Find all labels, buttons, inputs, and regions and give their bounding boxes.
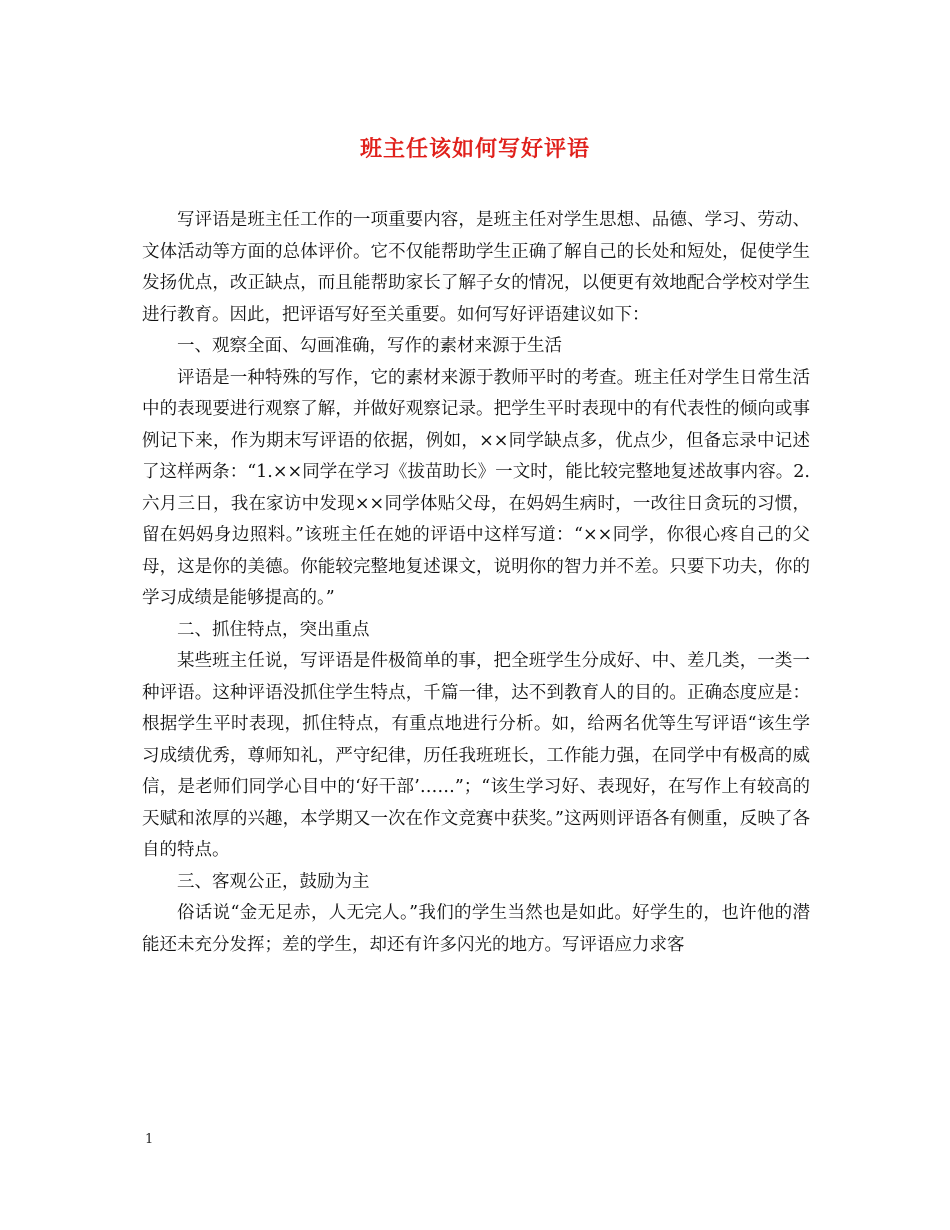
section-heading: 一、观察全面、勾画准确，写作的素材来源于生活 <box>177 336 562 356</box>
section-heading: 二、抓住特点，突出重点 <box>177 619 370 640</box>
body-paragraph: 评语是一种特殊的写作，它的素材来源于教师平时的考查。班主任对学生日常生活中的表现要进行观察了解，并做好观察记录。把学生平时表现中的有代表性的倾向或事例记下来，作为期末写评语的依据，例如，××同学缺点多，优点少，但备忘录中记述了这样两条：“1.××同学在学习《拔苗助长》一文时，能比较完整地复述故事内容。2.六月三日，我在家访中发现××同学体贴父母，在妈妈生病时，一改往日贪玩的习惯，留在妈妈身边照料。”该班主任在她的评语中这样写道：“××同学，你很心疼自己的父母，这是你的美德。你能较完整地复述课文，说明你的智力并不差。只要下功夫，你的学习成绩是能够提高的。” <box>142 367 810 608</box>
page-number: 1 <box>145 1132 154 1147</box>
body-paragraph: 俗话说“金无足赤，人无完人。”我们的学生当然也是如此。好学生的，也许他的潜能还未充分发挥；差的学生，却还有许多闪光的地方。写评语应力求客 <box>142 903 810 955</box>
document-body <box>142 205 810 961</box>
body-paragraph: 写评语是班主任工作的一项重要内容，是班主任对学生思想、品德、学习、劳动、文体活动等方面的总体评价。它不仅能帮助学生正确了解自己的长处和短处，促使学生发扬优点，改正缺点，而且能帮助家长了解子女的情况，以便更有效地配合学校对学生进行教育。因此，把评语写好至关重要。如何写好评语建议如下： <box>142 210 810 325</box>
body-paragraph: 某些班主任说，写评语是件极简单的事，把全班学生分成好、中、差几类，一类一种评语。这种评语没抓住学生特点，千篇一律，达不到教育人的目的。正确态度应是：根据学生平时表现，抓住特点，有重点地进行分析。如，给两名优等生写评语“该生学习成绩优秀，尊师知礼，严守纪律，历任我班班长，工作能力强，在同学中有极高的威信，是老师们同学心目中的‘好干部’……”；“该生学习好、表现好，在写作上有较高的天赋和浓厚的兴趣，本学期又一次在作文竞赛中获奖。”这两则评语各有侧重，反映了各自的特点。 <box>142 651 810 860</box>
document-title: 班主任该如何写好评语 <box>359 136 590 162</box>
section-heading: 三、客观公正，鼓励为主 <box>177 871 370 892</box>
